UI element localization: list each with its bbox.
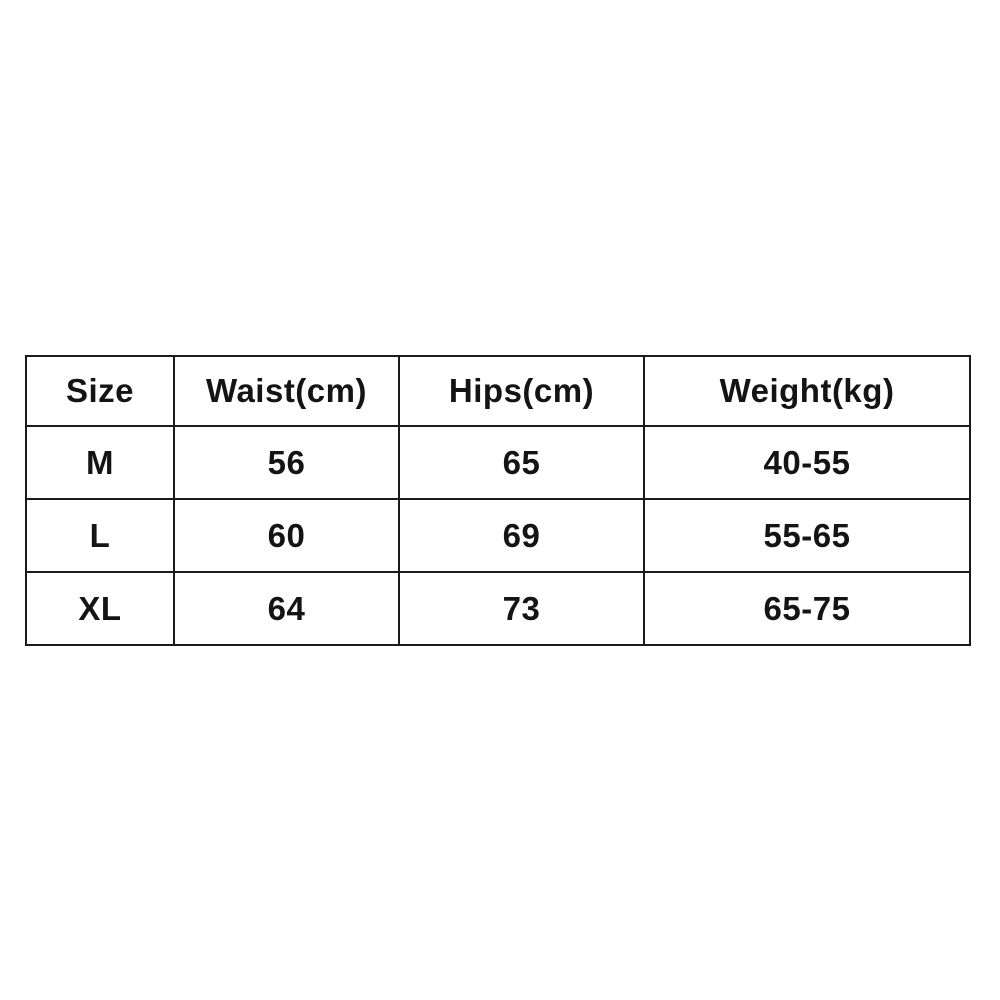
table-row [26, 426, 970, 499]
cell-weight: 65-75 [644, 572, 970, 645]
cell-hips: 69 [399, 499, 644, 572]
cell-waist: 60 [174, 499, 399, 572]
column-header-size: Size [26, 356, 174, 426]
cell-size: M [26, 426, 174, 499]
size-chart-table [25, 355, 971, 646]
header-row [26, 356, 970, 426]
cell-hips: 65 [399, 426, 644, 499]
cell-size: XL [26, 572, 174, 645]
column-header-hips: Hips(cm) [399, 356, 644, 426]
table-row [26, 499, 970, 572]
column-header-weight: Weight(kg) [644, 356, 970, 426]
cell-hips: 73 [399, 572, 644, 645]
cell-weight: 40-55 [644, 426, 970, 499]
column-header-waist: Waist(cm) [174, 356, 399, 426]
cell-waist: 64 [174, 572, 399, 645]
cell-waist: 56 [174, 426, 399, 499]
cell-weight: 55-65 [644, 499, 970, 572]
table-row [26, 572, 970, 645]
cell-size: L [26, 499, 174, 572]
